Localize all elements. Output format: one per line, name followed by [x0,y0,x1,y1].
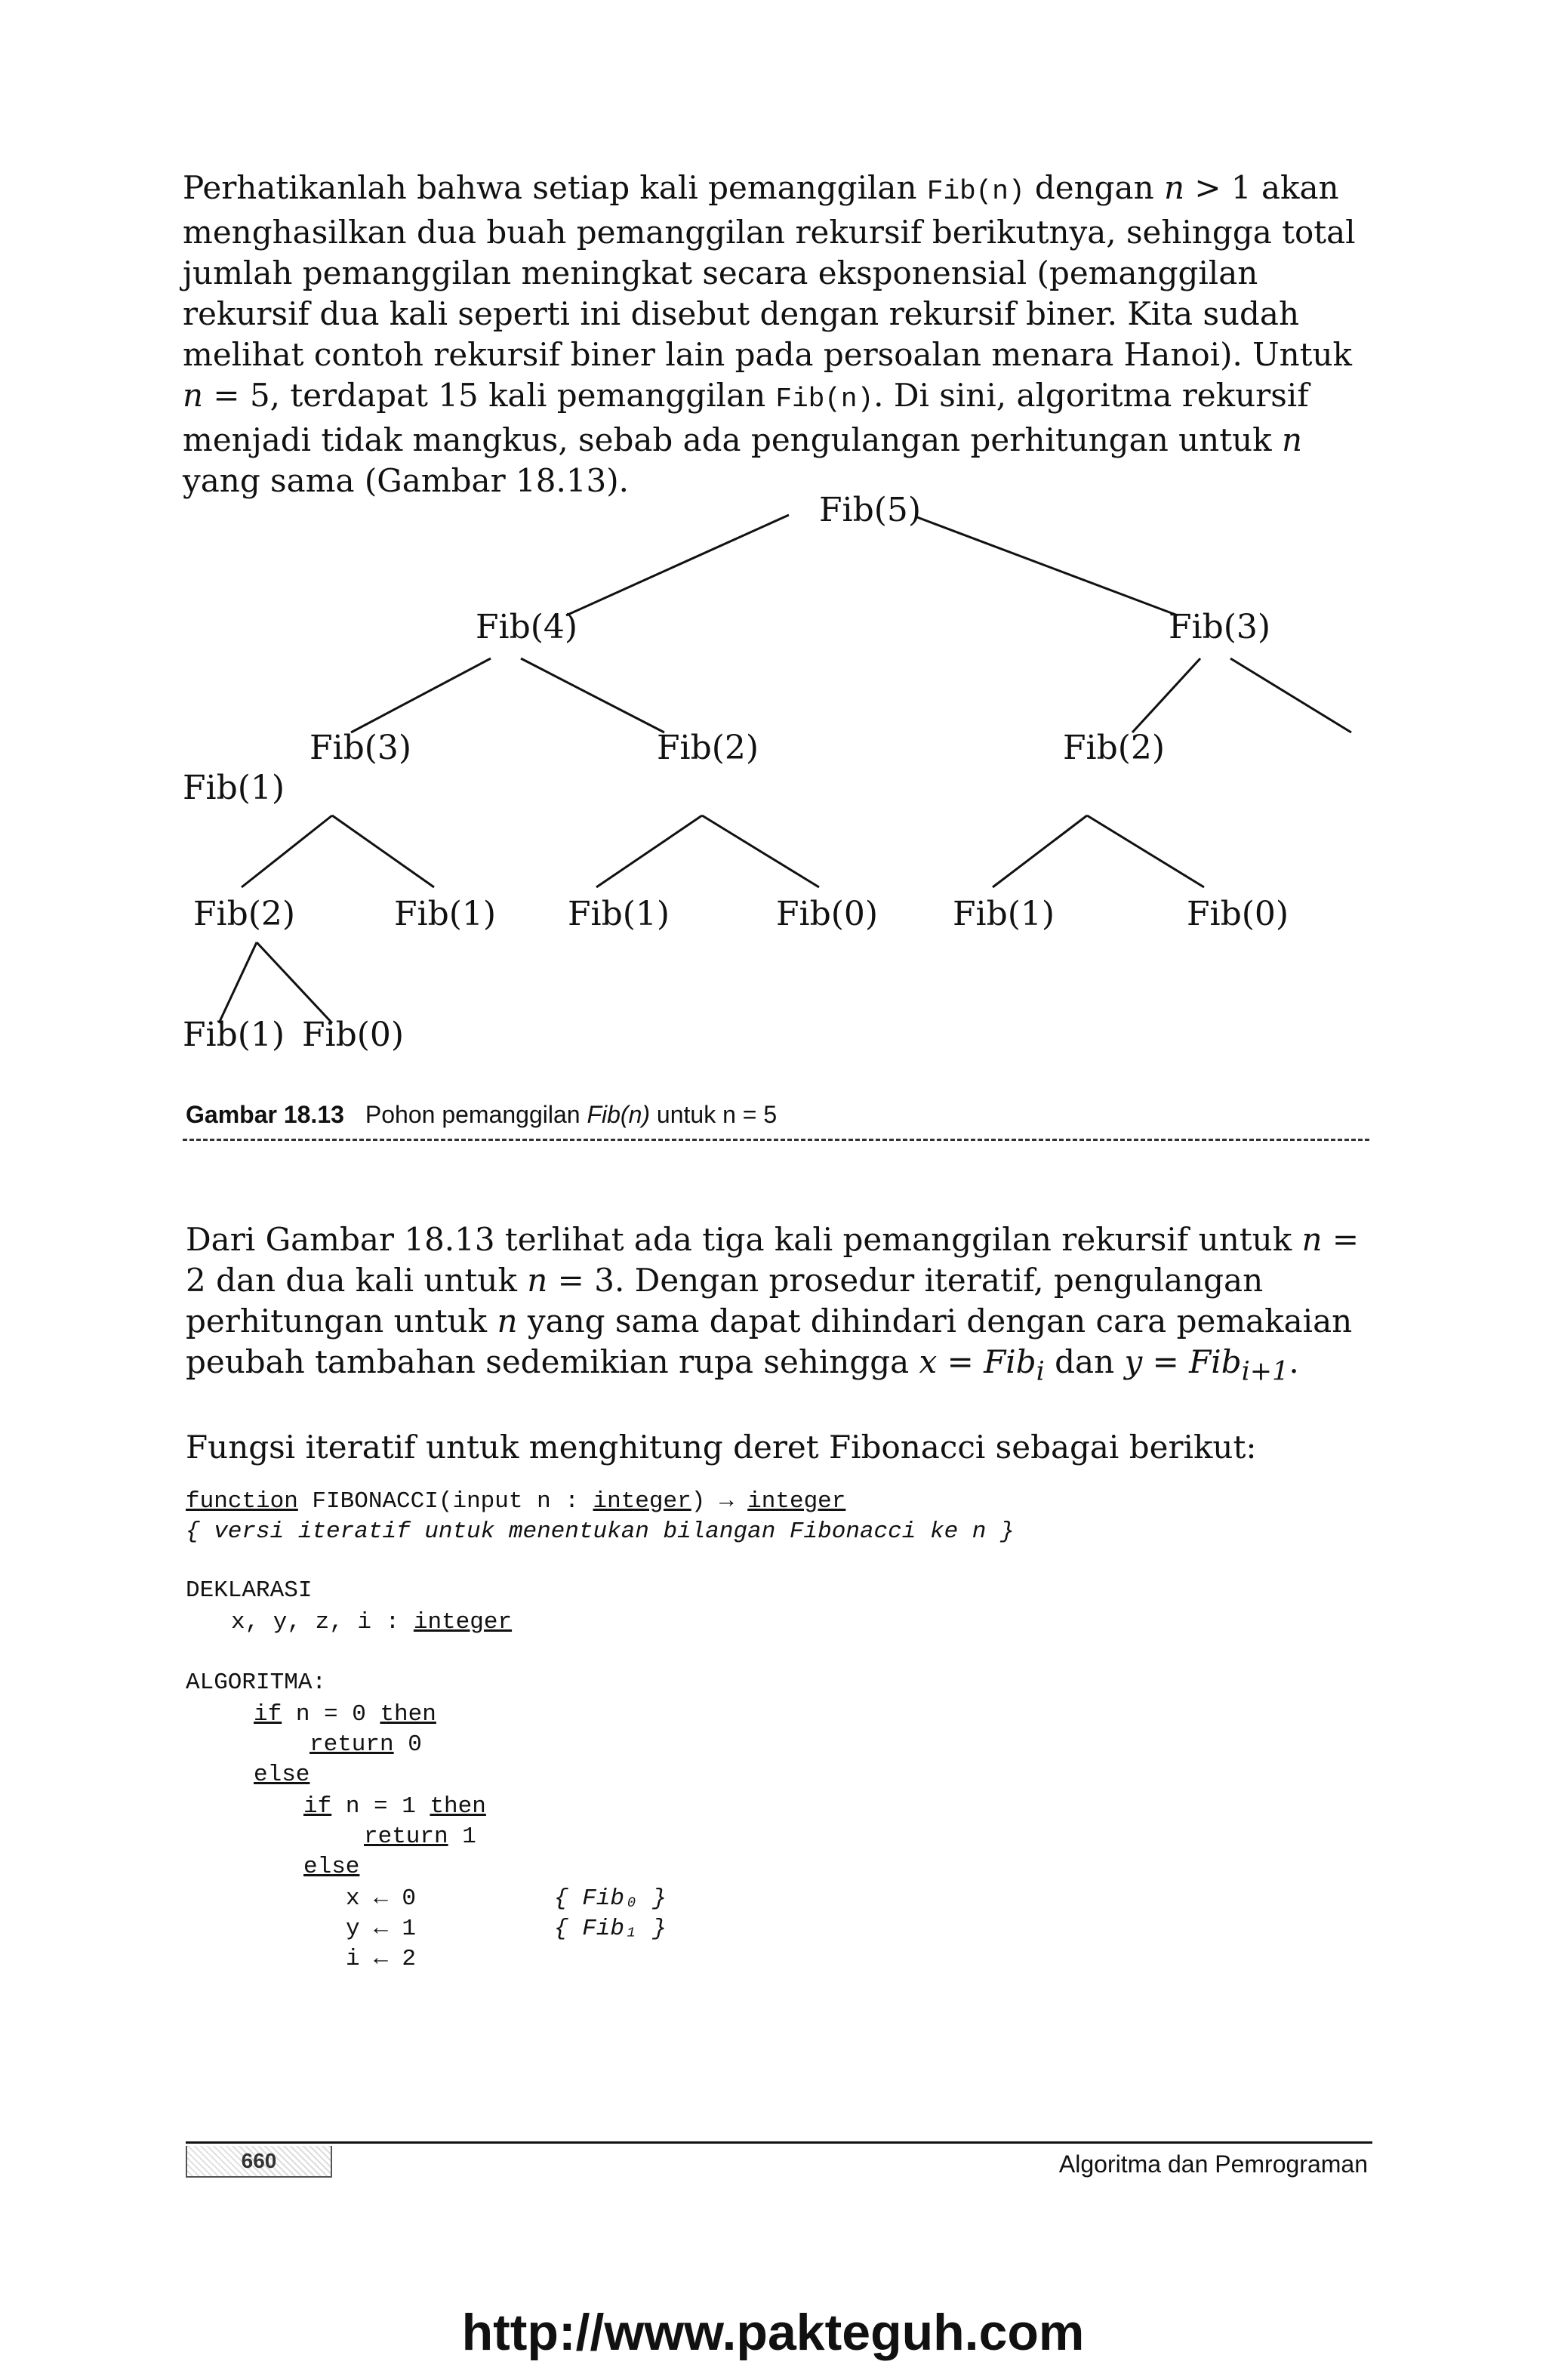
edge [242,815,332,887]
code-line: ALGORITMA: [186,1669,327,1696]
body-paragraph [186,1219,1372,1392]
math-var: n [497,1303,518,1340]
tree-node: Fib(1) [183,1016,285,1054]
text: Pohon pemanggilan [365,1101,587,1128]
text: = 3. Dengan prosedur iteratif, pengulangan perhitungan untuk [186,1262,1264,1340]
text: dengan [1024,169,1164,206]
running-footer-title: Algoritma dan Pemrograman [1058,2150,1368,2178]
edge [219,942,257,1023]
edge [1132,658,1200,732]
keyword: integer [747,1488,846,1515]
edge [993,815,1087,887]
tree-node: Fib(1) [568,895,670,933]
text: Dari Gambar 18.13 terlihat ada tiga kali pemanggilan rekursif untuk [186,1221,1302,1258]
tree-node: Fib(0) [1187,895,1289,933]
website-url[interactable]: http://www.pakteguh.com [461,2304,1085,2361]
keyword: return [310,1731,394,1758]
code-text: n = 1 [331,1793,430,1820]
text: dan [1044,1343,1125,1380]
code-line [186,1486,845,1517]
code-text: n = 0 [282,1701,380,1728]
edge [566,515,789,615]
tree-node: Fib(0) [302,1016,405,1054]
math-var: n [1281,421,1303,458]
edge [1230,658,1351,732]
math-sub: i [1036,1356,1045,1387]
tree-node: Fib(2) [193,895,296,933]
code-line [254,1699,436,1730]
text: untuk n = 5 [650,1101,778,1128]
tree-node: Fib(1) [953,895,1055,933]
keyword: function [186,1488,298,1515]
text: yang sama dapat dihindari dengan cara pemakaian peubah tambahan sedemikian rupa sehingga [186,1303,1353,1380]
tree-node: Fib(2) [1063,729,1166,767]
text: = [1142,1343,1190,1380]
code-comment: { Fib₁ } [554,1916,667,1942]
keyword: else [303,1854,360,1880]
figure-caption [186,1101,777,1129]
math-var: n [527,1262,548,1299]
text: = 5, terdapat 15 kali pemanggilan [203,377,776,414]
keyword: if [303,1793,332,1820]
math-var: Fib [1189,1343,1242,1380]
code-text: 0 [393,1731,422,1758]
keyword: then [380,1701,436,1728]
code-line [231,1607,512,1638]
code-line [303,1851,359,1882]
tree-node: Fib(0) [776,895,879,933]
code-text: x, y, z, i : [231,1609,414,1635]
keyword: return [364,1824,448,1850]
code-intro: Fungsi iteratif untuk menghitung deret Fibonacci sebagai berikut: [186,1429,1257,1466]
page-number: 660 [186,2146,332,2178]
figure-label: Gambar 18.13 [186,1101,344,1128]
math-var: y [1124,1343,1143,1380]
code-line [254,1759,310,1790]
code-line [310,1729,422,1760]
intro-paragraph [183,168,1369,501]
code-comment: { versi iteratif untuk menentukan bilangan Fibonacci ke n } [186,1518,1015,1545]
code-line: y ← 1 [346,1916,417,1942]
code-line: x ← 0 [346,1885,417,1912]
edge [702,815,819,887]
tree-node: Fib(1) [394,895,497,933]
code-line [303,1791,486,1822]
text: . [1289,1343,1299,1380]
code-text: FIBONACCI(input n : [297,1488,593,1515]
edge [332,815,434,887]
caption-divider [183,1139,1369,1141]
code-line: DEKLARASI [186,1577,313,1604]
edge [257,942,332,1023]
math-var: n [1301,1221,1323,1258]
tree-node-root: Fib(5) [819,491,922,529]
tree-node: Fib(1) [183,769,285,807]
math-var: Fib [984,1343,1036,1380]
keyword: integer [593,1488,691,1515]
keyword: if [254,1701,282,1728]
math-var: x [919,1343,938,1380]
text: Perhatikanlah bahwa setiap kali pemanggilan [183,169,927,206]
tree-node: Fib(2) [657,729,759,767]
keyword: integer [413,1609,513,1635]
keyword: else [254,1762,310,1788]
edge [521,658,664,732]
footer-divider [186,2141,1372,2144]
text: . Di sini, algoritma rekursif menjadi tidak mangkus, sebab ada pengulangan perhitungan untuk [183,377,1309,458]
inline-code: Fib(n) [775,384,874,415]
math-var: n [183,377,204,414]
code-comment: { Fib₀ } [554,1885,667,1912]
text: > 1 akan menghasilkan dua buah pemanggilan rekursif berikutnya, sehingga total jumlah pemanggilan meningkat secara eksponensial (pemanggilan rekursif dua kali seperti ini disebut dengan rekursif biner. Kita sudah melihat contoh rekursif biner lain pada persoalan menara Hanoi). Untuk [183,169,1356,373]
text: = 2 dan dua kali untuk [186,1221,1360,1299]
edge [596,815,702,887]
code-line [364,1821,476,1852]
tree-node: Fib(3) [1169,608,1271,646]
tree-edges [174,483,1381,1072]
math-sub: i+1 [1241,1356,1289,1387]
keyword: then [430,1793,486,1820]
tree-node: Fib(3) [310,729,412,767]
edge [917,517,1178,615]
math-var: Fib(n) [587,1101,651,1128]
edge [351,658,491,732]
text: = [937,1343,984,1380]
math-var: n [1163,169,1185,206]
text: yang sama (Gambar 18.13). [183,462,629,499]
code-line: i ← 2 [346,1946,417,1972]
fib-call-tree [174,483,1381,1072]
inline-code: Fib(n) [926,176,1025,207]
edge [1087,815,1204,887]
code-text: 1 [448,1824,476,1850]
code-text: ) → [691,1488,748,1515]
tree-node: Fib(4) [476,608,578,646]
